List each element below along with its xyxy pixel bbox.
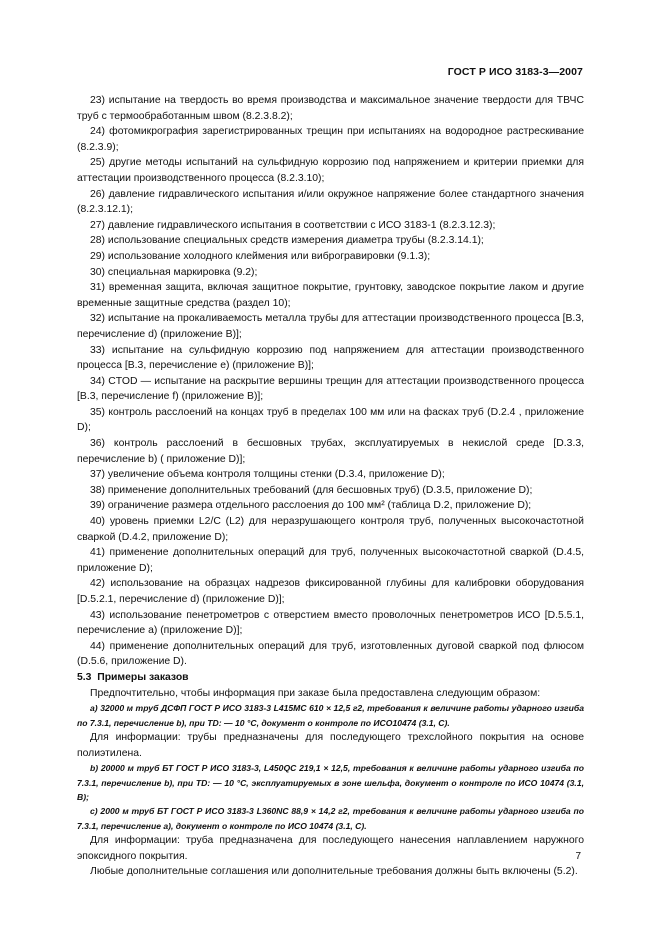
list-item: 24) фотомикрография зарегистрированных трещин при испытаниях на водородное растрескивание (8.2.3.9); xyxy=(77,126,584,153)
list-item: 44) применение дополнительных операций для труб, изготовленных дуговой сваркой под флюсом (D.5.6, приложение D). xyxy=(77,640,584,668)
list-item: 35) контроль расслоений на концах труб в пределах 100 мм или на фасках труб (D.2.4 , приложение D); xyxy=(77,406,584,434)
list-item: 38) применение дополнительных требований (для бесшовных труб) (D.3.5, приложение D); xyxy=(90,484,533,496)
section-heading xyxy=(77,670,584,686)
section-intro: Предпочтительно, чтобы информация при заказе была предоставлена следующим образом: xyxy=(90,687,541,699)
list-item: 37) увеличение объема контроля толщины стенки (D.3.4, приложение D); xyxy=(90,469,445,481)
order-example-c: с) 2000 м труб БТ ГОСТ Р ИСО 3183-3 L360NC 88,9 × 14,2 г2, требования к величине работы ударного изгиба по 7.3.1, перечисление а), документ о контроле по ИСО 10474 (3.1, С). xyxy=(77,806,584,831)
list-item: 40) уровень приемки L2/C (L2) для неразрушающего контроля труб, полученных высокочастотной сваркой (D.4.2, приложение D); xyxy=(77,516,584,543)
list-item: 27) давление гидравлического испытания в соответствии с ИСО 3183-1 (8.2.3.12.3); xyxy=(90,219,496,231)
list-item: 39) ограничение размера отдельного расслоения до 100 мм² (таблица D.2, приложение D); xyxy=(90,500,532,512)
list-item: 33) испытание на сульфидную коррозию под напряжением для аттестации производственного процесса [B.3, перечисление е) (приложение B)]; xyxy=(77,344,584,372)
list-item: 43) использование пенетрометров с отверстием вместо проволочных пенетрометров ИСО [D.5.5.1, перечисление а) (приложение D)]; xyxy=(77,609,584,637)
example-note-c: Для информации: труба предназначена для последующего нанесения наплавлением наружного эпоксидного покрытия. xyxy=(77,835,584,862)
list-item: 42) использование на образцах надрезов фиксированной глубины для калибровки оборудования [D.5.2.1, перечисление d) (приложение D)]; xyxy=(77,578,584,605)
example-note-a: Для информации: трубы предназначены для последующего трехслойного покрытия на основе полиэтилена. xyxy=(77,731,584,759)
list-item: 23) испытание на твердость во время производства и максимальное значение твердости для ТВЧС труб с термообработанным швом (8.2.3.8.2); xyxy=(77,95,584,122)
list-item: 25) другие методы испытаний на сульфидную коррозию под напряжением и критерии приемки для аттестации производственного процесса (8.2.3.10); xyxy=(77,157,584,184)
list-item: 26) давление гидравлического испытания и/или окружное напряжение более стандартного значения (8.2.3.12.1); xyxy=(77,188,584,216)
document-body xyxy=(77,93,584,880)
list-item: 30) специальная маркировка (9.2); xyxy=(90,266,258,278)
list-item: 32) испытание на прокаливаемость металла трубы для аттестации производственного процесса [B.3, перечисление d) (приложение B)]; xyxy=(77,313,584,340)
list-item: 29) использование холодного клеймения или виброгравировки (9.1.3); xyxy=(90,250,431,262)
list-item: 41) применение дополнительных операций для труб, полученных высокочастотной сваркой (D.4.5, приложение D); xyxy=(77,547,584,574)
list-item: 34) CTOD — испытание на раскрытие вершины трещин для аттестации производственного процесса [B.3, перечисление f) (приложение B)]; xyxy=(77,375,584,403)
order-example-a: а) 32000 м труб ДСФП ГОСТ Р ИСО 3183-3 L415MC 610 × 12,5 г2, требования к величине работы ударного изгиба по 7.3.1, перечисление b), при TD: — 10 °С, документ о контроле по ИСО10474 (3.1, С). xyxy=(77,703,584,728)
closing-paragraph: Любые дополнительные соглашения или дополнительные требования должны быть включены (5.2). xyxy=(90,866,578,878)
page-number: 7 xyxy=(575,851,581,862)
order-example-b: b) 20000 м труб БТ ГОСТ Р ИСО 3183-3, L450QC 219,1 × 12,5, требования к величине работы ударного изгиба по 7.3.1, перечисление b), при TD: — 10 °С, эксплуатируемых в зоне шельфа, документ о контроле по ИСО 10474 (3.1, В); xyxy=(77,763,584,802)
section-title: Примеры заказов xyxy=(97,671,189,683)
section-number: 5.3 xyxy=(77,671,92,683)
list-item: 31) временная защита, включая защитное покрытие, грунтовку, заводское покрытие лаком и другие временные защитные средства (раздел 10); xyxy=(77,282,584,309)
list-item: 36) контроль расслоений в бесшовных трубах, эксплуатируемых в некислой среде [D.3.3, перечисление b) ( приложение D)]; xyxy=(77,438,584,465)
document-header: ГОСТ Р ИСО 3183-3—2007 xyxy=(447,66,583,78)
list-item: 28) использование специальных средств измерения диаметра трубы (8.2.3.14.1); xyxy=(90,235,484,247)
